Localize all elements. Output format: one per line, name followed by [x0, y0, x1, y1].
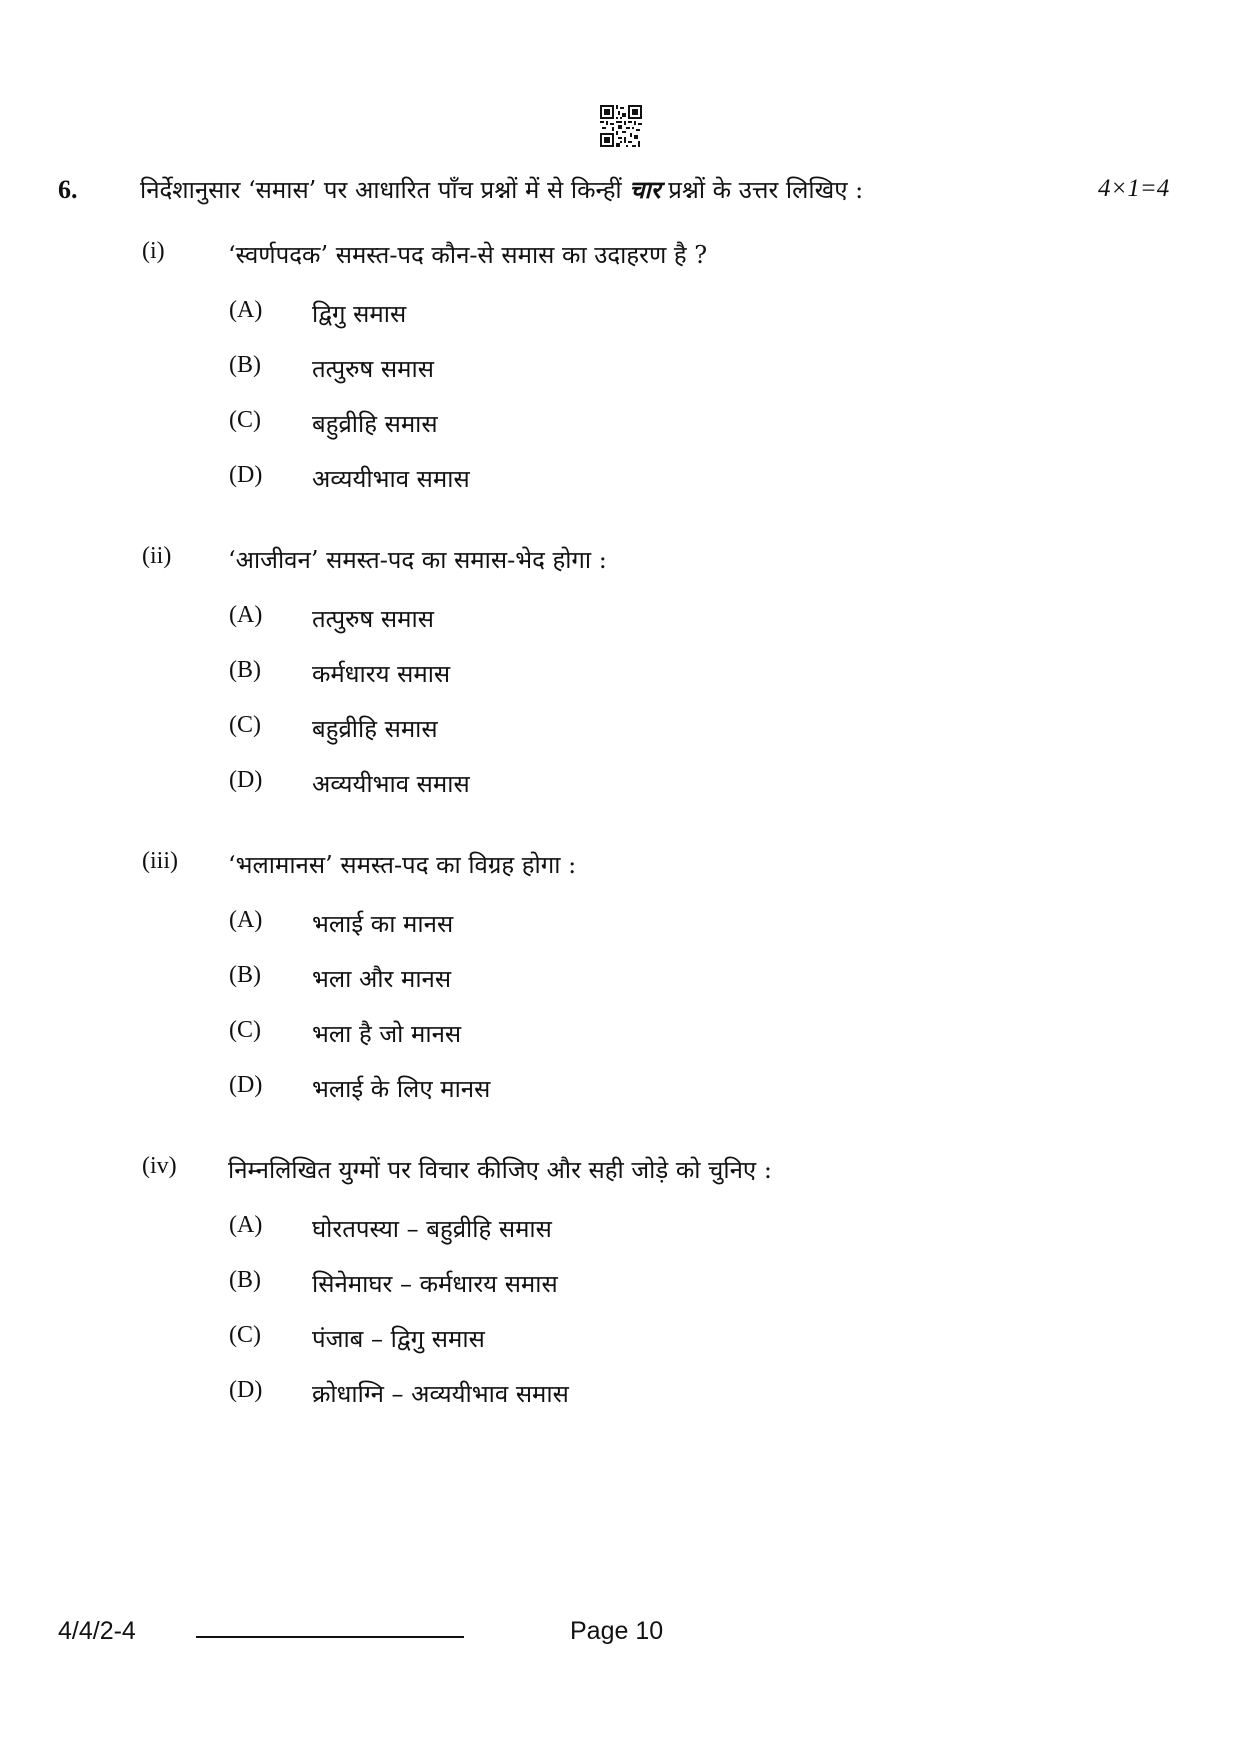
- instruction-text-end: प्रश्नों के उत्तर लिखिए :: [660, 176, 864, 204]
- option-label: (A): [229, 297, 263, 323]
- option-text: क्रोधाग्नि – अव्ययीभाव समास: [312, 1380, 569, 1408]
- option-text: तत्पुरुष समास: [312, 605, 434, 633]
- option-text: सिनेमाघर – कर्मधारय समास: [312, 1270, 558, 1298]
- option-label: (C): [229, 712, 261, 738]
- option-label: (D): [229, 1072, 263, 1098]
- option-label: (C): [229, 1017, 261, 1043]
- option-text: कर्मधारय समास: [312, 660, 451, 688]
- question-marks: 4×1=4: [1098, 175, 1170, 202]
- option-text: भला है जो मानस: [312, 1020, 462, 1048]
- option-label: (A): [229, 1212, 263, 1238]
- option-label: (A): [229, 907, 263, 933]
- option-text: द्विगु समास: [312, 300, 407, 328]
- option-text: घोरतपस्या – बहुव्रीहि समास: [312, 1215, 552, 1243]
- option-text: बहुव्रीहि समास: [312, 410, 438, 438]
- subquestion-number: (ii): [142, 543, 172, 569]
- subquestion-text: ‘भलामानस’ समस्त-पद का विग्रह होगा :: [228, 851, 577, 879]
- question-number: 6.: [58, 175, 78, 204]
- option-label: (B): [229, 657, 261, 683]
- option-label: (C): [229, 1322, 261, 1348]
- subquestion-number: (iv): [142, 1153, 177, 1179]
- subquestion-number: (iii): [142, 848, 178, 874]
- page-number: Page 10: [570, 1617, 664, 1645]
- instruction-text-start: निर्देशानुसार ‘समास’ पर आधारित पाँच प्रश्नों में से किन्हीं: [140, 176, 630, 204]
- option-text: भला और मानस: [312, 965, 452, 993]
- option-label: (B): [229, 1267, 261, 1293]
- subquestion-text: ‘आजीवन’ समस्त-पद का समास-भेद होगा :: [228, 546, 607, 574]
- option-label: (D): [229, 767, 263, 793]
- qr-code-icon: [600, 105, 642, 147]
- paper-code: 4/4/2-4: [58, 1617, 136, 1645]
- option-text: अव्ययीभाव समास: [312, 770, 470, 798]
- option-label: (C): [229, 407, 261, 433]
- subquestion-text: निम्नलिखित युग्मों पर विचार कीजिए और सही जोड़े को चुनिए :: [228, 1156, 772, 1184]
- option-label: (B): [229, 352, 261, 378]
- option-label: (D): [229, 462, 263, 488]
- option-text: भलाई के लिए मानस: [312, 1075, 491, 1103]
- option-text: पंजाब – द्विगु समास: [312, 1325, 485, 1353]
- option-text: अव्ययीभाव समास: [312, 465, 470, 493]
- question-instruction: [140, 173, 863, 206]
- option-label: (D): [229, 1377, 263, 1403]
- option-text: तत्पुरुष समास: [312, 355, 434, 383]
- footer-divider: [196, 1636, 464, 1638]
- subquestion-text: ‘स्वर्णपदक’ समस्त-पद कौन-से समास का उदाहरण है ?: [228, 241, 708, 269]
- option-text: बहुव्रीहि समास: [312, 715, 438, 743]
- subquestion-number: (i): [142, 238, 165, 264]
- option-text: भलाई का मानस: [312, 910, 454, 938]
- option-label: (A): [229, 602, 263, 628]
- option-label: (B): [229, 962, 261, 988]
- instruction-emphasis: चार: [629, 175, 661, 204]
